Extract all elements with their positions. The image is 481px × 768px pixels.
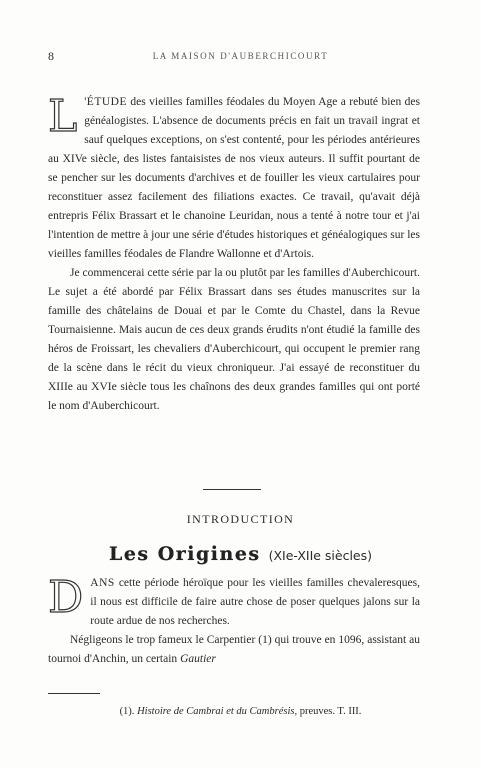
origins-text-block bbox=[48, 574, 420, 669]
footnote-title: Histoire de Cambrai et du Cambrésis, bbox=[137, 706, 298, 717]
intro-paragraph-2: Je commencerai cette série par la ou plutôt par les familles d'Auberchicourt. Le sujet a été abordé par Félix Brassart dans ses études manuscrites sur la famille des châtelains de Douai et par le Comte du Chastel, dans la Revue Tournaisienne. Mais aucun de ces deux grands érudits n'ont étudié la famille des héros de Froissart, les chevaliers d'Auberchicourt, qui occupent le premier rang de la scène dans le récit du vieux chroniqueur. J'ai essayé de reconstituer du XIIIe au XVIe siècle tous les chaînons des deux grandes familles qui ont porté le nom d'Auberchicourt. bbox=[48, 267, 420, 412]
drop-cap-d: D bbox=[48, 572, 84, 623]
intro-paragraph-1 bbox=[48, 93, 420, 264]
footnote bbox=[48, 706, 433, 717]
drop-cap-l: L bbox=[48, 91, 78, 142]
origins-subtitle: (XIe-XIIe siècles) bbox=[268, 548, 373, 563]
origins-paragraph-1 bbox=[48, 574, 420, 631]
lead-word: 'ÉTUDE bbox=[84, 96, 127, 108]
origins-title: Les Origines bbox=[108, 543, 261, 565]
lead-word: ANS bbox=[90, 577, 115, 589]
footnote-rule bbox=[48, 693, 100, 694]
paragraph-text: des vieilles familles féodales du Moyen Age a rebuté bien des généalogistes. L'absence de documents précis en fait un travail ingrat et sauf quelques exceptions, on s'est contenté, pour les périodes antérieures au XIVe siècle, des listes fantaisistes de nos vieux auteurs. Il suffit pourtant de se pencher sur les documents d'archives et de fouiller les vieux cartulaires pour reconstituer assez facilement des filiations exactes. Ce travail, qu'avait déjà entrepris Félix Brassart et le chanoine Leuridan, nous a tenté à notre tour et j'ai l'intention de mettre à jour une série d'études historiques et généalogiques sur les vieilles familles féodales de Flandre Wallonne et d'Artois. bbox=[48, 96, 420, 260]
running-title: LA MAISON D'AUBERCHICOURT bbox=[152, 51, 329, 61]
italic-name: Gautier bbox=[180, 653, 216, 665]
introduction-heading: INTRODUCTION bbox=[186, 512, 295, 526]
footnote-marker: (1). bbox=[119, 706, 138, 717]
origins-heading bbox=[48, 543, 433, 565]
page-header bbox=[48, 49, 433, 65]
intro-text-block bbox=[48, 93, 420, 416]
page-number: 8 bbox=[48, 49, 54, 63]
paragraph-text: cette période héroïque pour les vieilles familles chevaleresques, il nous est difficile de faire autre chose de poser quelques jalons sur la route ardue de nos recherches. bbox=[90, 577, 420, 627]
paragraph-text: Négligeons le trop fameux le Carpentier (1) qui trouve en 1096, assistant au tournoi d'Anchin, un certain bbox=[48, 634, 420, 665]
footnote-rest: preuves. T. III. bbox=[297, 706, 362, 717]
origins-paragraph-2 bbox=[48, 631, 420, 669]
section-divider bbox=[203, 489, 261, 490]
